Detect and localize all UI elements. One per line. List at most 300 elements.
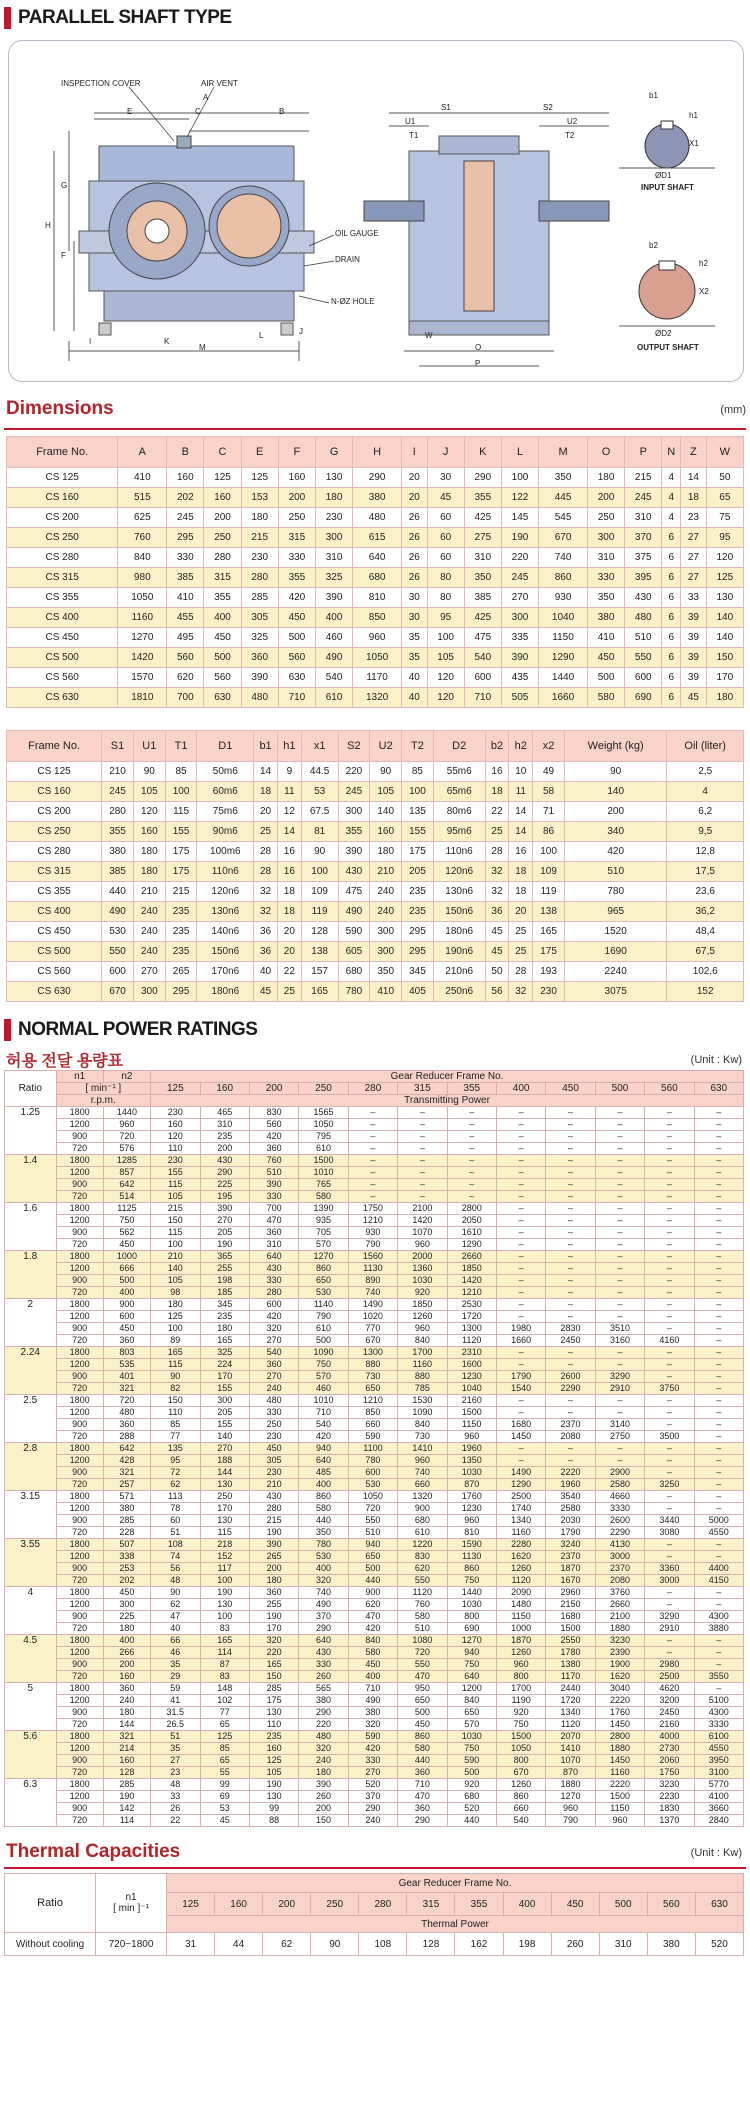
value-cell: 465 [200,1107,249,1119]
value-cell: – [694,1383,743,1395]
value-cell: 1660 [539,688,588,708]
value-cell: 440 [102,882,134,902]
value-cell: 3540 [546,1491,595,1503]
value-cell: 1170 [546,1671,595,1683]
frame-cell: CS 560 [7,668,118,688]
value-cell: 900 [56,1227,103,1239]
value-cell: 240 [348,1815,397,1827]
value-cell: 1010 [299,1395,348,1407]
value-cell: 95 [427,608,464,628]
value-cell: 330 [249,1407,298,1419]
value-cell: 240 [370,902,402,922]
value-cell: 500 [299,1335,348,1347]
table-row [7,902,744,922]
value-cell: 530 [299,1287,348,1299]
value-cell: 113 [151,1491,200,1503]
value-cell: 355 [464,488,501,508]
value-cell: 235 [200,1311,249,1323]
value-cell: 560 [249,1119,298,1131]
value-cell: 77 [151,1431,200,1443]
value-cell: 800 [447,1611,496,1623]
value-cell: – [694,1635,743,1647]
value-cell: 105 [370,782,402,802]
value-cell: 785 [398,1383,447,1395]
value-cell: – [694,1299,743,1311]
value-cell: 1590 [447,1539,496,1551]
value-cell: 80m6 [433,802,485,822]
ratio-cell: 5.6 [5,1731,57,1779]
value-cell: 250 [200,1491,249,1503]
column-header: I [402,437,427,468]
value-cell: 1050 [353,648,402,668]
value-cell: 115 [151,1227,200,1239]
value-cell: 205 [200,1407,249,1419]
value-cell: – [496,1263,545,1275]
table-row [5,1455,744,1467]
value-cell: 36 [254,942,278,962]
value-cell: – [348,1191,397,1203]
table-row [7,962,744,982]
ratio-group [5,1635,744,1683]
table-row [5,1191,744,1203]
value-cell: 530 [299,1551,348,1563]
value-cell: 16 [509,842,533,862]
column-header: N [662,437,681,468]
value-cell: 130 [200,1599,249,1611]
table-row [7,942,744,962]
value-cell: 2390 [595,1647,644,1659]
table-row [7,488,744,508]
value-cell: 3290 [595,1371,644,1383]
value-cell: – [694,1167,743,1179]
value-cell: 1380 [546,1659,595,1671]
value-cell: 300 [370,922,402,942]
column-header: h2 [509,731,533,762]
value-cell: 36 [254,922,278,942]
value-cell: 65 [706,488,743,508]
value-cell: 130 [200,1479,249,1491]
value-cell: 880 [348,1359,397,1371]
value-cell: 2580 [595,1479,644,1491]
value-cell: 175 [402,842,434,862]
value-cell: – [694,1155,743,1167]
frame-cell: CS 355 [7,588,118,608]
value-cell: 28 [254,842,278,862]
value-cell: 22 [277,962,301,982]
value-cell: 3330 [595,1503,644,1515]
value-cell: 255 [249,1599,298,1611]
value-cell: 160 [167,468,204,488]
value-cell: 1260 [496,1647,545,1659]
value-cell: 30 [427,468,464,488]
value-cell: 355 [338,822,370,842]
value-cell: 100 [301,862,338,882]
value-cell: 1420 [447,1275,496,1287]
value-cell: 430 [299,1647,348,1659]
value-cell: 85 [151,1419,200,1431]
value-cell: 108 [151,1539,200,1551]
value-cell: 642 [103,1443,150,1455]
table-row [5,1311,744,1323]
value-cell: 71 [533,802,565,822]
value-cell: – [645,1587,694,1599]
table-row [5,1251,744,1263]
value-cell: 35 [151,1743,200,1755]
dim-u2: U2 [567,117,578,126]
value-cell: 840 [398,1419,447,1431]
value-cell: 2220 [595,1779,644,1791]
value-cell: 470 [249,1215,298,1227]
value-cell: 840 [398,1335,447,1347]
value-cell: 610 [316,688,353,708]
value-cell: 75m6 [197,802,254,822]
value-cell: 12 [277,802,301,822]
value-cell: 2220 [546,1467,595,1479]
value-cell: 230 [151,1107,200,1119]
table-row [5,1791,744,1803]
value-cell: 86 [533,822,565,842]
section-title: PARALLEL SHAFT TYPE [18,7,232,28]
value-cell: 6 [662,528,681,548]
value-cell: – [595,1299,644,1311]
value-cell: 700 [249,1203,298,1215]
frame-number: 560 [647,1893,695,1916]
value-cell: 900 [56,1755,103,1767]
column-header: G [316,437,353,468]
value-cell: 900 [56,1563,103,1575]
value-cell: 9 [277,762,301,782]
value-cell: 400 [299,1479,348,1491]
value-cell: 105 [427,648,464,668]
ratio-cell: 2.5 [5,1395,57,1443]
ratio-cell: 4.5 [5,1635,57,1683]
value-cell: 230 [151,1155,200,1167]
value-cell: 1490 [496,1467,545,1479]
value-cell: 650 [348,1551,397,1563]
column-header: P [625,437,662,468]
value-cell: 44.5 [301,762,338,782]
value-cell: 170 [706,668,743,688]
value-cell: 900 [56,1179,103,1191]
value-cell: 385 [464,588,501,608]
value-cell: 80 [427,568,464,588]
frame-header: Gear Reducer Frame No. [151,1071,744,1083]
value-cell: 1570 [118,668,167,688]
value-cell: 200 [587,488,624,508]
ratio-group [5,1251,744,1299]
value-cell: – [595,1251,644,1263]
value-cell: 240 [249,1383,298,1395]
value-cell: 165 [151,1347,200,1359]
value-cell: 570 [447,1719,496,1731]
value-cell: 36 [485,902,509,922]
value-cell: 230 [249,1467,298,1479]
value-cell: 20 [277,922,301,942]
ratio-cell: 3.15 [5,1491,57,1539]
value-cell: 570 [299,1371,348,1383]
ratio-group [5,1491,744,1539]
value-cell: 2600 [595,1515,644,1527]
value-cell: 507 [103,1539,150,1551]
value-cell: 710 [348,1683,397,1695]
value-cell: 960 [447,1431,496,1443]
value-cell: 535 [103,1359,150,1371]
value-cell: – [694,1191,743,1203]
value-cell: – [496,1407,545,1419]
value-cell: – [496,1155,545,1167]
value-cell: 2450 [645,1707,694,1719]
value-cell: 20 [509,902,533,922]
table-row [7,588,744,608]
frame-number: 280 [359,1893,407,1916]
ratio-group [5,1443,744,1491]
value-cell: 33 [151,1791,200,1803]
value-cell: 920 [496,1707,545,1719]
value-cell: 140 [564,782,666,802]
value-cell: 150 [151,1215,200,1227]
value-cell: 390 [249,1179,298,1191]
value-cell: 1020 [348,1311,397,1323]
value-cell: 60m6 [197,782,254,802]
value-cell: 3040 [595,1683,644,1695]
value-cell: 130 [249,1791,298,1803]
value-cell: 89 [151,1335,200,1347]
value-cell: 165 [249,1659,298,1671]
ratio-cell: 2 [5,1299,57,1347]
frame-cell: CS 160 [7,488,118,508]
value-cell: 3500 [645,1431,694,1443]
value-cell: 18 [509,862,533,882]
value-cell: – [645,1347,694,1359]
value-cell: 545 [539,508,588,528]
value-cell: 45 [681,688,706,708]
value-cell: 390 [299,1779,348,1791]
value-cell: – [645,1551,694,1563]
value-cell: 1800 [56,1779,103,1791]
value-cell: 190 [501,528,538,548]
table-row [5,1107,744,1119]
value-cell: – [447,1155,496,1167]
value-cell: 1660 [496,1335,545,1347]
value-cell: – [348,1143,397,1155]
ratio-cell: 2.8 [5,1443,57,1491]
value-cell: 257 [103,1479,150,1491]
value-cell: 1420 [398,1215,447,1227]
value-cell: 960 [496,1659,545,1671]
value-cell: 295 [167,528,204,548]
value-cell: 315 [204,568,241,588]
value-cell: – [694,1275,743,1287]
value-cell: 1800 [56,1155,103,1167]
value-cell: 390 [249,1539,298,1551]
value-cell: 6100 [694,1731,743,1743]
value-cell: 1080 [398,1635,447,1647]
value-cell: 152 [667,982,744,1002]
value-cell: 960 [398,1455,447,1467]
table-row [5,1359,744,1371]
value-cell: – [645,1191,694,1203]
value-cell: 6 [662,568,681,588]
value-cell: 210 [249,1479,298,1491]
value-cell: 2240 [564,962,666,982]
value-cell: 285 [103,1515,150,1527]
value-cell: 175 [249,1695,298,1707]
section-marker [4,1019,11,1041]
value-cell: 25 [485,822,509,842]
value-cell: 640 [447,1671,496,1683]
value-cell: 85 [402,762,434,782]
value-cell: 600 [464,668,501,688]
value-cell: 1500 [299,1155,348,1167]
value-cell: 215 [151,1203,200,1215]
value-cell: 152 [200,1551,249,1563]
value-cell: 900 [56,1515,103,1527]
value-cell: 270 [249,1371,298,1383]
value-cell: 290 [200,1167,249,1179]
value-cell: – [694,1251,743,1263]
value-cell: 935 [299,1215,348,1227]
value-cell: 220 [299,1719,348,1731]
value-cell: – [694,1395,743,1407]
frame-cell: CS 450 [7,628,118,648]
value-cell: 1800 [56,1587,103,1599]
value-cell: 350 [370,962,402,982]
value-cell: 235 [249,1731,298,1743]
value-cell: 1340 [496,1515,545,1527]
table-row [5,1419,744,1431]
n1-header: n1 [56,1071,103,1083]
value-cell: 230 [249,1431,298,1443]
value-cell: 66 [151,1635,200,1647]
value-cell: 235 [165,922,197,942]
value-cell: 67,5 [667,942,744,962]
value-cell: 1030 [447,1467,496,1479]
table-row [5,1407,744,1419]
value-cell: 125 [706,568,743,588]
value-cell: 750 [103,1215,150,1227]
value-cell: 2900 [595,1467,644,1479]
value-cell: 430 [338,862,370,882]
value-cell: 320 [299,1743,348,1755]
value-cell: – [496,1287,545,1299]
value-cell: 380 [299,1695,348,1707]
value-cell: 690 [625,688,662,708]
value-cell: 1980 [496,1323,545,1335]
column-header: L [501,437,538,468]
value-cell: – [645,1647,694,1659]
value-cell: 125 [200,1731,249,1743]
dim-j: J [299,327,303,336]
frame-number: 125 [151,1083,200,1095]
thermal-header [0,1835,750,1867]
value-cell: 165 [200,1335,249,1347]
value-cell: 53 [200,1803,249,1815]
value-cell: 135 [151,1443,200,1455]
value-cell: 660 [398,1479,447,1491]
value-cell: – [595,1407,644,1419]
value-cell: 180 [103,1707,150,1719]
value-cell: 355 [102,822,134,842]
value-cell: 3440 [645,1515,694,1527]
value-cell: 390 [338,842,370,862]
value-cell: 890 [348,1275,397,1287]
dim-l: L [259,331,264,340]
value-cell: – [595,1287,644,1299]
value-cell: 960 [595,1815,644,1827]
value-cell: 125 [241,468,278,488]
value-cell: 600 [625,668,662,688]
ratio-group [5,1779,744,1827]
value-cell: 1500 [595,1791,644,1803]
value-cell: – [645,1503,694,1515]
dim-t1: T1 [409,131,419,140]
value-cell: 500 [447,1767,496,1779]
table-row [7,882,744,902]
value-cell: 180 [370,842,402,862]
column-header: T2 [402,731,434,762]
value-cell: 780 [564,882,666,902]
value-cell: 295 [402,922,434,942]
value-cell: 130 [706,588,743,608]
value-cell: 620 [167,668,204,688]
value-cell: 1150 [447,1419,496,1431]
value-cell: 930 [348,1227,397,1239]
value-cell: – [694,1215,743,1227]
table-row [5,1647,744,1659]
value-cell: – [645,1107,694,1119]
value-cell: – [645,1539,694,1551]
value-cell: 395 [625,568,662,588]
value-cell: 1800 [56,1491,103,1503]
value-cell: 200 [564,802,666,822]
value-cell: 790 [299,1311,348,1323]
n2-header: n2 [103,1071,150,1083]
ratio-header: Ratio [5,1071,57,1107]
value-cell: 105 [151,1191,200,1203]
value-cell: 1880 [595,1623,644,1635]
value-cell: 590 [348,1431,397,1443]
value-cell: 750 [447,1659,496,1671]
value-cell: 1440 [447,1587,496,1599]
value-cell: 88 [249,1815,298,1827]
value-cell: 2060 [645,1755,694,1767]
value-cell: 290 [299,1623,348,1635]
value-cell: 860 [496,1791,545,1803]
value-cell: 550 [625,648,662,668]
value-cell: – [645,1119,694,1131]
frame-number: 355 [447,1083,496,1095]
value-cell: 365 [200,1251,249,1263]
value-cell: 315 [278,528,315,548]
table-row [5,1119,744,1131]
value-cell: 26 [402,548,427,568]
value-cell: 310 [599,1933,647,1956]
value-cell: 240 [133,942,165,962]
table-row [7,628,744,648]
value-cell: 240 [370,882,402,902]
value-cell: – [694,1491,743,1503]
table-row [7,688,744,708]
table-row [5,1431,744,1443]
value-cell: 1230 [447,1371,496,1383]
value-cell: – [694,1143,743,1155]
value-cell: 165 [200,1635,249,1647]
value-cell: 3750 [645,1383,694,1395]
frame-number: 125 [167,1893,215,1916]
value-cell: 1530 [398,1395,447,1407]
value-cell: 4 [662,508,681,528]
column-header: A [118,437,167,468]
